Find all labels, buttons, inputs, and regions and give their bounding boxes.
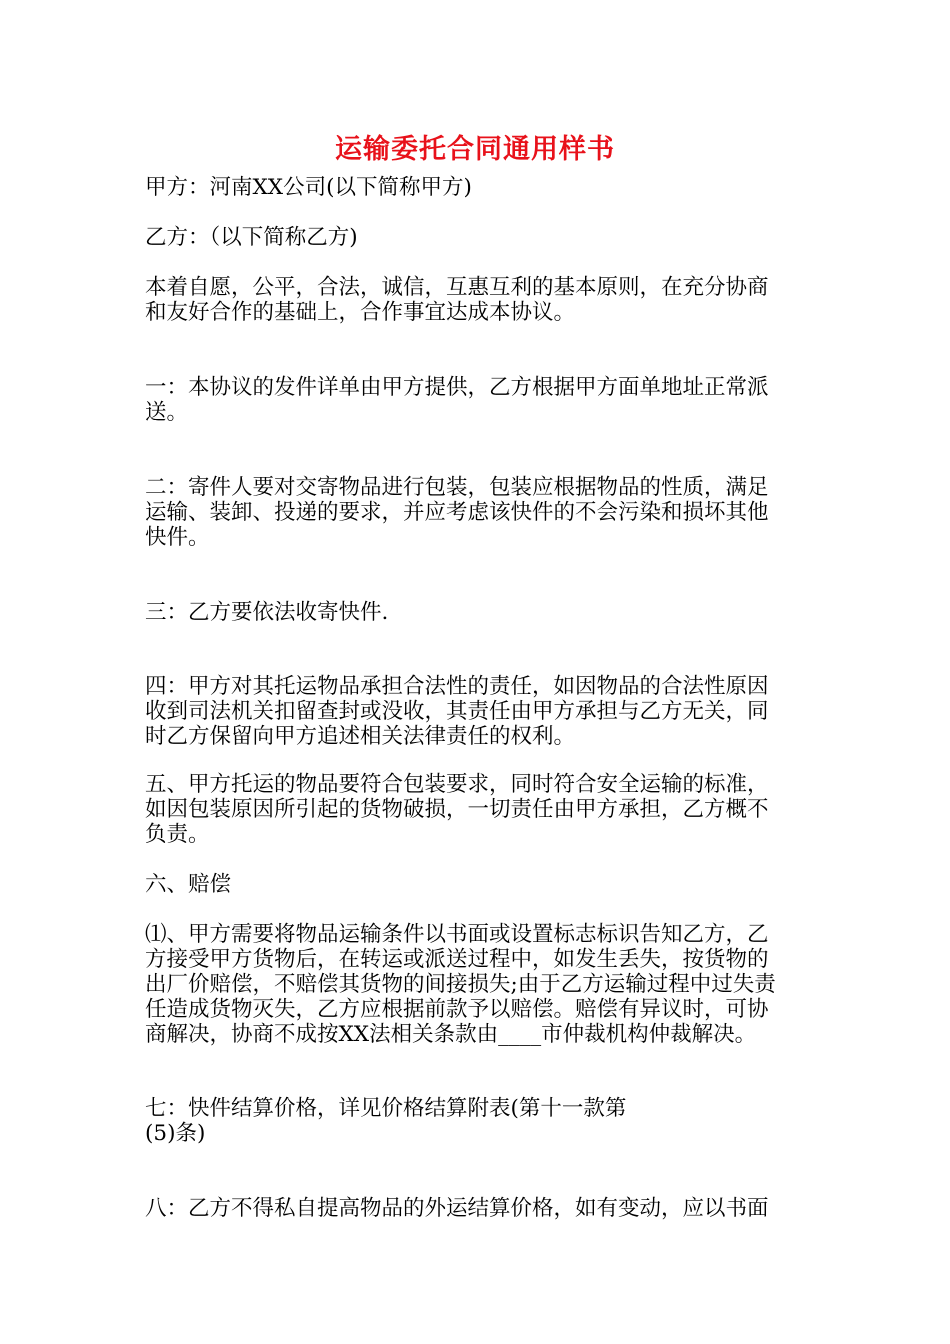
clause-6-1-line: 任造成货物灭失，乙方应根据前款予以赔偿。赔偿有异议时，可协: [145, 997, 769, 1022]
clause-6-1-paragraph: [145, 922, 813, 1047]
clause-2-line: 二：寄件人要对交寄物品进行包装，包装应根据物品的性质，满足: [145, 475, 769, 500]
clause-7-line: (5)条): [145, 1121, 206, 1146]
clause-1-paragraph: [145, 375, 813, 425]
party-b-text: 乙方：（以下简称乙方): [145, 225, 358, 250]
clause-6-1-line: 商解决，协商不成按XX法相关条款由____市仲裁机构仲裁解决。: [145, 1022, 757, 1047]
clause-1-line: 送。: [145, 400, 189, 425]
document-title: 运输委托合同通用样书: [335, 134, 615, 165]
clause-4-paragraph: [145, 674, 813, 749]
clause-6-heading-text: 六、赔偿: [145, 872, 232, 897]
clause-2-line: 运输、装卸、投递的要求，并应考虑该快件的不会污染和损坏其他: [145, 500, 769, 525]
clause-2-paragraph: [145, 475, 813, 550]
clause-6-heading: [145, 872, 813, 897]
clause-3-paragraph: [145, 600, 813, 625]
clause-8-paragraph: [145, 1196, 813, 1221]
clause-5-line: 负责。: [145, 822, 210, 847]
preamble-paragraph: [145, 275, 813, 325]
preamble-line: 本着自愿，公平，合法，诚信，互惠互利的基本原则，在充分协商: [145, 275, 769, 300]
clause-4-line: 收到司法机关扣留查封或没收，其责任由甲方承担与乙方无关，同: [145, 699, 769, 724]
clause-1-line: 一：本协议的发件详单由甲方提供，乙方根据甲方面单地址正常派: [145, 375, 769, 400]
clause-6-1-line: 出厂价赔偿，不赔偿其货物的间接损失;由于乙方运输过程中过失责: [145, 972, 776, 997]
party-b-line: [145, 225, 813, 250]
party-a-text: 甲方：河南XX公司(以下简称甲方): [145, 175, 472, 200]
clause-5-line: 五、甲方托运的物品要符合包装要求，同时符合安全运输的标准，: [145, 772, 769, 797]
clause-2-line: 快件。: [145, 525, 210, 550]
clause-7-paragraph: [145, 1096, 813, 1146]
clause-6-1-line: ⑴、甲方需要将物品运输条件以书面或设置标志标识告知乙方，乙: [145, 922, 769, 947]
preamble-line: 和友好合作的基础上，合作事宜达成本协议。: [145, 300, 576, 325]
party-a-line: [145, 175, 813, 200]
clause-4-line: 四：甲方对其托运物品承担合法性的责任，如因物品的合法性原因: [145, 674, 769, 699]
clause-6-1-line: 方接受甲方货物后，在转运或派送过程中，如发生丢失，按货物的: [145, 947, 769, 972]
clause-5-line: 如因包装原因所引起的货物破损，一切责任由甲方承担，乙方概不: [145, 797, 769, 822]
clause-7-line: 七：快件结算价格，详见价格结算附表(第十一款第: [145, 1096, 627, 1121]
clause-3-line: 三：乙方要依法收寄快件.: [145, 600, 389, 625]
clause-4-line: 时乙方保留向甲方追述相关法律责任的权利。: [145, 724, 576, 749]
clause-8-line: 八：乙方不得私自提高物品的外运结算价格，如有变动，应以书面: [145, 1196, 769, 1221]
clause-5-paragraph: [145, 772, 813, 847]
